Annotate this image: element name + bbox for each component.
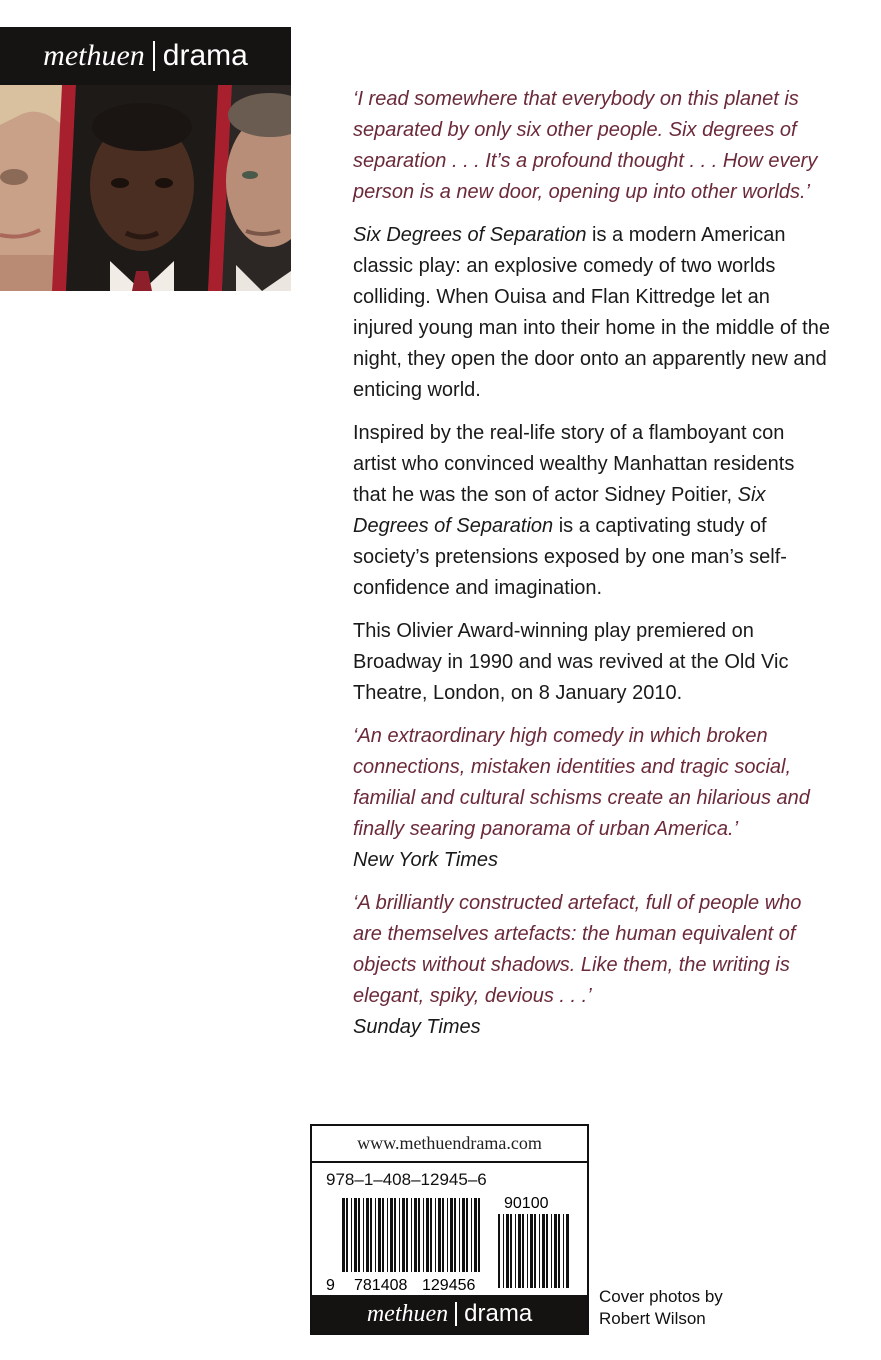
epigraph-quote: ‘I read somewhere that everybody on this planet is separated by only six other people. Six degrees of separation . . . It’s a profound thought . . . How every person is a new door, opening up into other worlds.’ — [353, 88, 818, 203]
portrait-older-man — [222, 85, 291, 291]
photo-credit — [599, 1286, 723, 1330]
publisher-logo-methuen: methuen — [43, 39, 145, 72]
blurb-paragraph-1 — [353, 220, 831, 406]
review-source: New York Times — [353, 849, 499, 871]
publisher-logo-methuen: methuen — [366, 1300, 449, 1327]
publisher-url: www.methuendrama.com — [312, 1126, 587, 1163]
review-sunday-times — [353, 888, 831, 1043]
review-quote: ‘An extraordinary high comedy in which broken connections, mistaken identities and tragic social, familial and cultural schisms create an hilarious and finally searing panorama of urban America.’ — [353, 725, 810, 840]
play-title: Six Degrees of Separation — [353, 484, 766, 537]
barcode-panel — [310, 1124, 589, 1335]
barcode-main-bars — [342, 1198, 480, 1272]
blurb-paragraph-1-text: is a modern American classic play: an explosive comedy of two worlds colliding. When Ouisa and Flan Kittredge let an injured young man into their home in the middle of the night, they open the door onto an apparently new and enticing world. — [353, 224, 830, 401]
review-new-york-times — [353, 721, 831, 876]
play-title: Six Degrees of Separation — [353, 224, 587, 246]
photo-credit-line-2: Robert Wilson — [599, 1309, 706, 1328]
cover-thumbnail — [0, 27, 291, 291]
portrait-young-man — [66, 85, 218, 291]
review-quote: ‘A brilliantly constructed artefact, full of people who are themselves artefacts: the human equivalent of objects without shadows. Like them, the writing is elegant, spiky, devious . . .’ — [353, 892, 802, 1007]
barcode-price-bars — [498, 1214, 569, 1288]
back-cover-blurb — [353, 84, 831, 1055]
blurb-paragraph-2-text-a: Inspired by the real-life story of a flamboyant con artist who convinced wealthy Manhattan residents that he was the son of actor Sidney Poitier, — [353, 422, 795, 506]
isbn-barcode — [312, 1192, 587, 1296]
publisher-logo-divider — [153, 41, 155, 71]
barcode-digits-right: 129456 — [422, 1277, 476, 1294]
publisher-logo-divider — [455, 1302, 457, 1326]
blurb-paragraph-2-text-b: is a captivating study of society’s pretensions exposed by one man’s self-confidence and imagination. — [353, 515, 787, 599]
portrait-woman — [0, 85, 62, 291]
isbn-number: 978–1–408–12945–6 — [326, 1170, 487, 1189]
blurb-paragraph-3: This Olivier Award-winning play premiered on Broadway in 1990 and was revived at the Old Vic Theatre, London, on 8 January 2010. — [353, 620, 789, 704]
cover-photos — [0, 85, 291, 291]
price-code: 90100 — [504, 1195, 549, 1212]
publisher-logo-drama: drama — [464, 1300, 533, 1327]
publisher-logo-barcode — [312, 1295, 587, 1333]
publisher-logo — [0, 27, 291, 85]
barcode-digits-left: 781408 — [354, 1277, 408, 1294]
review-source: Sunday Times — [353, 1016, 481, 1038]
blurb-paragraph-2 — [353, 418, 831, 604]
photo-credit-line-1: Cover photos by — [599, 1287, 723, 1306]
barcode-digit-first: 9 — [326, 1277, 335, 1294]
publisher-logo-drama: drama — [162, 39, 248, 72]
